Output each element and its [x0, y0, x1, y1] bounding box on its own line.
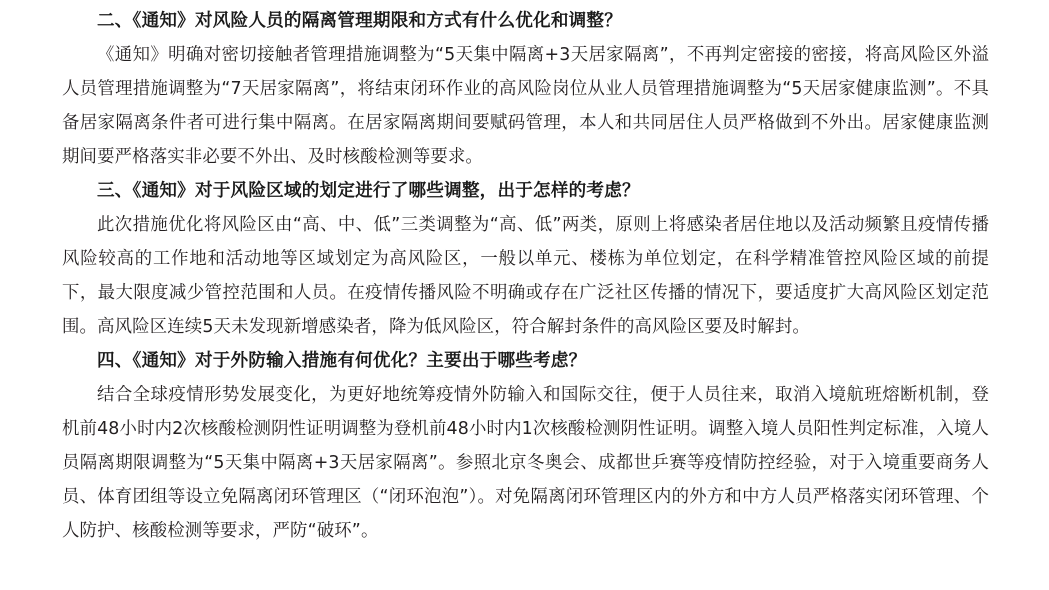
section-body: 《通知》明确对密切接触者管理措施调整为“5天集中隔离+3天居家隔离”，不再判定密接的密接，将高风险区外溢人员管理措施调整为“7天居家隔离”，将结束闭环作业的高风险岗位从业人员管理措施调整为“5天居家健康监测”。不具备居家隔离条件者可进行集中隔离。在居家隔离期间要赋码管理，本人和共同居住人员严格做到不外出。居家健康监测期间要严格落实非必要不外出、及时核酸检测等要求。: [62, 45, 989, 167]
section-heading: 四、《通知》对于外防输入措施有何优化？主要出于哪些考虑？: [97, 351, 587, 371]
section-heading: 二、《通知》对风险人员的隔离管理期限和方式有什么优化和调整？: [97, 11, 623, 31]
faq-section-three: [62, 174, 989, 344]
faq-section-two: [62, 4, 989, 174]
faq-section-four: [62, 344, 989, 548]
section-heading: 三、《通知》对于风险区域的划定进行了哪些调整，出于怎样的考虑？: [97, 181, 640, 201]
section-body: 结合全球疫情形势发展变化，为更好地统筹疫情外防输入和国际交往，便于人员往来，取消入境航班熔断机制，登机前48小时内2次核酸检测阴性证明调整为登机前48小时内1次核酸检测阴性证明。调整入境人员阳性判定标准，入境人员隔离期限调整为“5天集中隔离+3天居家隔离”。参照北京冬奥会、成都世乒赛等疫情防控经验，对于入境重要商务人员、体育团组等设立免隔离闭环管理区（“闭环泡泡”）。对免隔离闭环管理区内的外方和中方人员严格落实闭环管理、个人防护、核酸检测等要求，严防“破环”。: [62, 385, 989, 541]
section-body: 此次措施优化将风险区由“高、中、低”三类调整为“高、低”两类，原则上将感染者居住地以及活动频繁且疫情传播风险较高的工作地和活动地等区域划定为高风险区，一般以单元、楼栋为单位划定，在科学精准管控风险区域的前提下，最大限度减少管控范围和人员。在疫情传播风险不明确或存在广泛社区传播的情况下，要适度扩大高风险区划定范围。高风险区连续5天未发现新增感染者，降为低风险区，符合解封条件的高风险区要及时解封。: [62, 215, 989, 337]
